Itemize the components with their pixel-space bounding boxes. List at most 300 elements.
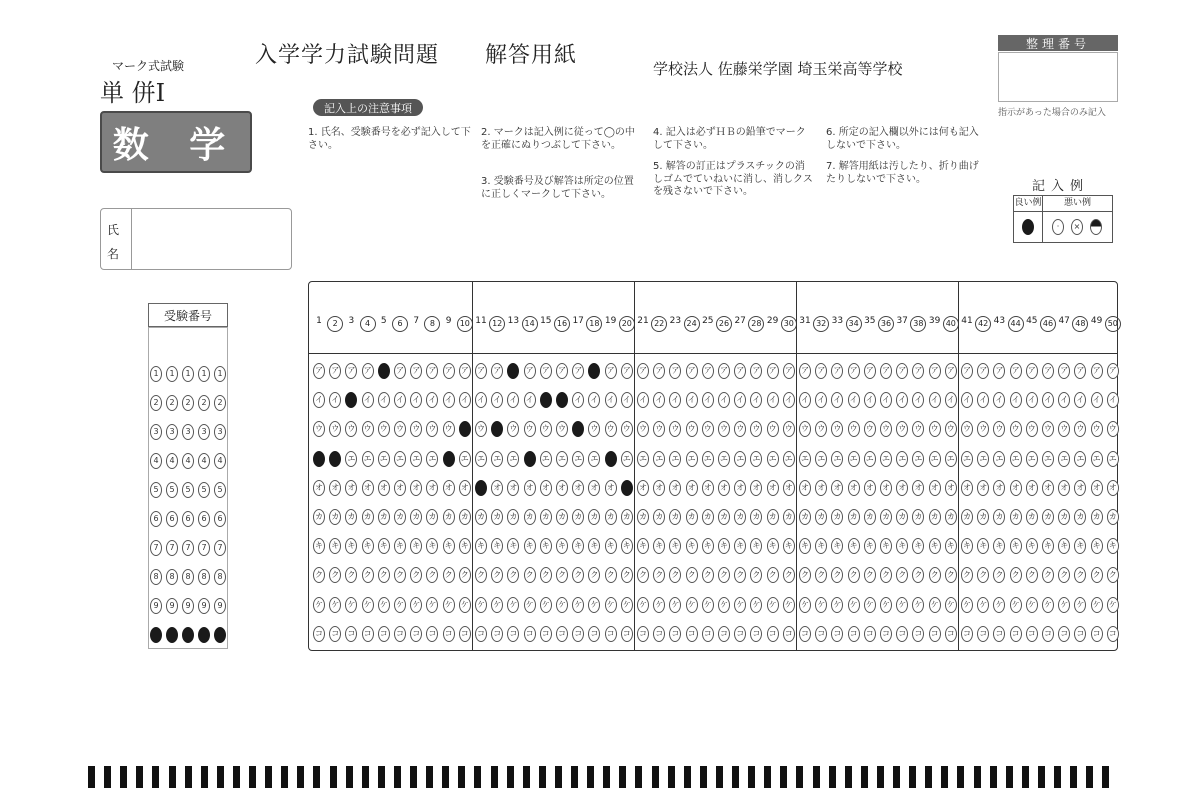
- answer-bubble[interactable]: ケ: [799, 597, 811, 613]
- answer-bubble[interactable]: ウ: [524, 421, 536, 437]
- exam-number-bubble[interactable]: 3: [182, 424, 194, 440]
- answer-bubble[interactable]: イ: [621, 392, 633, 408]
- answer-bubble[interactable]: ア: [718, 363, 730, 379]
- answer-bubble[interactable]: ウ: [540, 421, 552, 437]
- answer-bubble[interactable]: イ: [475, 392, 487, 408]
- answer-bubble[interactable]: ク: [718, 567, 730, 583]
- exam-number-bubble[interactable]: 2: [166, 395, 178, 411]
- answer-bubble[interactable]: ウ: [1042, 421, 1054, 437]
- exam-number-bubble[interactable]: 8: [198, 569, 210, 585]
- answer-bubble[interactable]: エ: [864, 451, 876, 467]
- exam-number-bubble[interactable]: 9: [182, 598, 194, 614]
- answer-bubble[interactable]: ア: [799, 363, 811, 379]
- answer-bubble[interactable]: イ: [864, 392, 876, 408]
- answer-bubble[interactable]: コ: [1010, 626, 1022, 642]
- answer-bubble[interactable]: ア: [605, 363, 617, 379]
- answer-bubble[interactable]: コ: [977, 626, 989, 642]
- answer-bubble[interactable]: エ: [556, 451, 568, 467]
- answer-bubble[interactable]: エ: [1107, 451, 1119, 467]
- answer-bubble[interactable]: イ: [1091, 392, 1103, 408]
- exam-number-bubble[interactable]: 9: [150, 598, 162, 614]
- answer-bubble[interactable]: キ: [945, 538, 957, 554]
- answer-bubble[interactable]: キ: [588, 538, 600, 554]
- answer-bubble[interactable]: ウ: [507, 421, 519, 437]
- exam-number-bubble[interactable]: 6: [150, 511, 162, 527]
- answer-bubble[interactable]: ク: [426, 567, 438, 583]
- answer-bubble[interactable]: ア: [912, 363, 924, 379]
- answer-bubble[interactable]: イ: [815, 392, 827, 408]
- answer-bubble[interactable]: カ: [783, 509, 795, 525]
- answer-bubble[interactable]: イ: [1010, 392, 1022, 408]
- answer-bubble[interactable]: カ: [815, 509, 827, 525]
- answer-bubble[interactable]: オ: [459, 480, 471, 496]
- answer-bubble[interactable]: オ: [378, 480, 390, 496]
- exam-number-bubble[interactable]: [150, 627, 162, 643]
- answer-bubble[interactable]: ク: [831, 567, 843, 583]
- answer-bubble[interactable]: ウ: [1058, 421, 1070, 437]
- answer-bubble[interactable]: ウ: [702, 421, 714, 437]
- answer-bubble[interactable]: カ: [977, 509, 989, 525]
- answer-bubble[interactable]: コ: [362, 626, 374, 642]
- answer-bubble[interactable]: オ: [1042, 480, 1054, 496]
- answer-bubble[interactable]: コ: [1107, 626, 1119, 642]
- answer-bubble[interactable]: エ: [831, 451, 843, 467]
- answer-bubble[interactable]: イ: [426, 392, 438, 408]
- answer-bubble[interactable]: カ: [459, 509, 471, 525]
- answer-bubble[interactable]: カ: [718, 509, 730, 525]
- answer-bubble[interactable]: キ: [653, 538, 665, 554]
- answer-bubble[interactable]: ウ: [313, 421, 325, 437]
- answer-bubble[interactable]: コ: [572, 626, 584, 642]
- answer-bubble[interactable]: キ: [329, 538, 341, 554]
- answer-bubble[interactable]: ア: [848, 363, 860, 379]
- answer-bubble[interactable]: ケ: [734, 597, 746, 613]
- answer-bubble[interactable]: オ: [669, 480, 681, 496]
- answer-bubble[interactable]: エ: [410, 451, 422, 467]
- answer-bubble[interactable]: ケ: [912, 597, 924, 613]
- answer-bubble[interactable]: カ: [799, 509, 811, 525]
- answer-bubble[interactable]: キ: [767, 538, 779, 554]
- answer-bubble[interactable]: ア: [443, 363, 455, 379]
- answer-bubble[interactable]: キ: [977, 538, 989, 554]
- answer-bubble[interactable]: ク: [556, 567, 568, 583]
- answer-bubble[interactable]: コ: [1058, 626, 1070, 642]
- exam-number-bubble[interactable]: 5: [150, 482, 162, 498]
- exam-number-bubble[interactable]: 7: [166, 540, 178, 556]
- answer-bubble[interactable]: コ: [443, 626, 455, 642]
- answer-bubble[interactable]: ケ: [362, 597, 374, 613]
- exam-number-bubble[interactable]: 3: [198, 424, 210, 440]
- answer-bubble[interactable]: エ: [588, 451, 600, 467]
- answer-bubble[interactable]: キ: [1091, 538, 1103, 554]
- answer-bubble[interactable]: ア: [1058, 363, 1070, 379]
- answer-bubble[interactable]: エ: [1058, 451, 1070, 467]
- answer-bubble[interactable]: ア: [313, 363, 325, 379]
- exam-number-bubble[interactable]: 7: [150, 540, 162, 556]
- answer-bubble[interactable]: キ: [426, 538, 438, 554]
- answer-bubble[interactable]: オ: [540, 480, 552, 496]
- answer-bubble[interactable]: エ: [896, 451, 908, 467]
- answer-bubble[interactable]: カ: [702, 509, 714, 525]
- answer-bubble[interactable]: オ: [1010, 480, 1022, 496]
- exam-number-bubble[interactable]: 2: [182, 395, 194, 411]
- answer-bubble[interactable]: カ: [653, 509, 665, 525]
- answer-bubble[interactable]: エ: [993, 451, 1005, 467]
- exam-number-bubble[interactable]: 8: [182, 569, 194, 585]
- answer-bubble[interactable]: ケ: [848, 597, 860, 613]
- answer-bubble[interactable]: ウ: [783, 421, 795, 437]
- answer-bubble[interactable]: ウ: [767, 421, 779, 437]
- answer-bubble[interactable]: エ: [378, 451, 390, 467]
- answer-bubble[interactable]: キ: [783, 538, 795, 554]
- answer-bubble[interactable]: イ: [783, 392, 795, 408]
- exam-number-bubble[interactable]: 1: [214, 366, 226, 382]
- answer-bubble[interactable]: イ: [637, 392, 649, 408]
- answer-bubble[interactable]: ウ: [1107, 421, 1119, 437]
- answer-bubble[interactable]: イ: [605, 392, 617, 408]
- exam-number-bubble[interactable]: 8: [166, 569, 178, 585]
- answer-bubble[interactable]: コ: [507, 626, 519, 642]
- exam-number-bubble[interactable]: 9: [214, 598, 226, 614]
- answer-bubble[interactable]: キ: [961, 538, 973, 554]
- answer-bubble[interactable]: キ: [378, 538, 390, 554]
- answer-bubble[interactable]: ケ: [378, 597, 390, 613]
- answer-bubble[interactable]: オ: [443, 480, 455, 496]
- answer-bubble[interactable]: ク: [912, 567, 924, 583]
- exam-number-bubble[interactable]: [182, 627, 194, 643]
- exam-number-bubble[interactable]: [198, 627, 210, 643]
- answer-bubble[interactable]: ク: [929, 567, 941, 583]
- answer-bubble[interactable]: ウ: [669, 421, 681, 437]
- answer-bubble[interactable]: カ: [945, 509, 957, 525]
- answer-bubble[interactable]: キ: [831, 538, 843, 554]
- exam-number-bubble[interactable]: 5: [182, 482, 194, 498]
- answer-bubble[interactable]: オ: [896, 480, 908, 496]
- answer-bubble[interactable]: ク: [1042, 567, 1054, 583]
- answer-bubble[interactable]: コ: [831, 626, 843, 642]
- answer-bubble[interactable]: カ: [524, 509, 536, 525]
- answer-bubble[interactable]: エ: [475, 451, 487, 467]
- answer-bubble[interactable]: コ: [588, 626, 600, 642]
- answer-bubble[interactable]: イ: [718, 392, 730, 408]
- answer-bubble[interactable]: ケ: [815, 597, 827, 613]
- answer-bubble[interactable]: キ: [799, 538, 811, 554]
- answer-bubble[interactable]: オ: [945, 480, 957, 496]
- answer-bubble[interactable]: イ: [945, 392, 957, 408]
- answer-bubble[interactable]: ア: [993, 363, 1005, 379]
- answer-bubble[interactable]: イ: [410, 392, 422, 408]
- answer-bubble[interactable]: エ: [929, 451, 941, 467]
- answer-bubble[interactable]: オ: [1058, 480, 1070, 496]
- answer-bubble[interactable]: オ: [912, 480, 924, 496]
- answer-bubble[interactable]: コ: [718, 626, 730, 642]
- answer-bubble[interactable]: コ: [945, 626, 957, 642]
- answer-bubble[interactable]: カ: [686, 509, 698, 525]
- answer-bubble[interactable]: ウ: [848, 421, 860, 437]
- answer-bubble[interactable]: ク: [459, 567, 471, 583]
- answer-bubble[interactable]: ク: [524, 567, 536, 583]
- answer-bubble[interactable]: オ: [929, 480, 941, 496]
- answer-bubble[interactable]: エ: [718, 451, 730, 467]
- answer-bubble[interactable]: ク: [945, 567, 957, 583]
- answer-bubble[interactable]: キ: [848, 538, 860, 554]
- answer-bubble[interactable]: ア: [669, 363, 681, 379]
- exam-number-bubble[interactable]: 4: [214, 453, 226, 469]
- answer-bubble[interactable]: ク: [848, 567, 860, 583]
- exam-number-bubble[interactable]: 8: [150, 569, 162, 585]
- answer-bubble[interactable]: コ: [426, 626, 438, 642]
- answer-bubble[interactable]: コ: [378, 626, 390, 642]
- answer-bubble[interactable]: ア: [524, 363, 536, 379]
- answer-bubble[interactable]: イ: [993, 392, 1005, 408]
- answer-bubble[interactable]: コ: [491, 626, 503, 642]
- answer-bubble[interactable]: ケ: [540, 597, 552, 613]
- answer-bubble[interactable]: ケ: [394, 597, 406, 613]
- answer-bubble[interactable]: ク: [475, 567, 487, 583]
- answer-bubble[interactable]: コ: [1042, 626, 1054, 642]
- answer-bubble[interactable]: コ: [896, 626, 908, 642]
- answer-bubble[interactable]: カ: [1074, 509, 1086, 525]
- answer-bubble[interactable]: ケ: [491, 597, 503, 613]
- answer-bubble[interactable]: ア: [540, 363, 552, 379]
- answer-bubble[interactable]: エ: [880, 451, 892, 467]
- answer-bubble[interactable]: ア: [767, 363, 779, 379]
- answer-bubble[interactable]: キ: [491, 538, 503, 554]
- answer-bubble[interactable]: ク: [961, 567, 973, 583]
- answer-bubble[interactable]: イ: [799, 392, 811, 408]
- answer-bubble[interactable]: オ: [410, 480, 422, 496]
- answer-bubble[interactable]: ク: [378, 567, 390, 583]
- answer-bubble[interactable]: ケ: [880, 597, 892, 613]
- answer-bubble[interactable]: ク: [653, 567, 665, 583]
- answer-bubble[interactable]: ケ: [443, 597, 455, 613]
- answer-bubble[interactable]: ケ: [653, 597, 665, 613]
- exam-number-bubble[interactable]: 2: [150, 395, 162, 411]
- answer-bubble[interactable]: ク: [750, 567, 762, 583]
- answer-bubble[interactable]: ウ: [912, 421, 924, 437]
- answer-bubble[interactable]: エ: [653, 451, 665, 467]
- answer-bubble[interactable]: コ: [329, 626, 341, 642]
- answer-bubble[interactable]: ケ: [750, 597, 762, 613]
- exam-number-bubble[interactable]: 9: [198, 598, 210, 614]
- answer-bubble[interactable]: ウ: [1074, 421, 1086, 437]
- answer-bubble[interactable]: キ: [734, 538, 746, 554]
- answer-bubble[interactable]: ウ: [718, 421, 730, 437]
- answer-bubble[interactable]: ア: [1107, 363, 1119, 379]
- admin-number-field[interactable]: [998, 52, 1118, 102]
- answer-bubble[interactable]: ウ: [750, 421, 762, 437]
- exam-number-bubble[interactable]: 6: [214, 511, 226, 527]
- answer-bubble[interactable]: ク: [313, 567, 325, 583]
- answer-bubble[interactable]: カ: [443, 509, 455, 525]
- answer-bubble[interactable]: キ: [669, 538, 681, 554]
- answer-bubble[interactable]: オ: [734, 480, 746, 496]
- answer-bubble[interactable]: ク: [605, 567, 617, 583]
- answer-bubble[interactable]: コ: [653, 626, 665, 642]
- answer-bubble[interactable]: ア: [1091, 363, 1103, 379]
- answer-bubble[interactable]: ク: [507, 567, 519, 583]
- answer-bubble[interactable]: エ: [572, 451, 584, 467]
- answer-bubble[interactable]: ウ: [945, 421, 957, 437]
- answer-bubble[interactable]: イ: [896, 392, 908, 408]
- answer-bubble[interactable]: エ: [961, 451, 973, 467]
- answer-bubble[interactable]: ケ: [329, 597, 341, 613]
- answer-bubble[interactable]: オ: [880, 480, 892, 496]
- answer-bubble[interactable]: ケ: [1010, 597, 1022, 613]
- answer-bubble[interactable]: イ: [588, 392, 600, 408]
- answer-bubble[interactable]: カ: [1026, 509, 1038, 525]
- answer-bubble[interactable]: カ: [767, 509, 779, 525]
- answer-bubble[interactable]: ク: [1058, 567, 1070, 583]
- answer-bubble[interactable]: エ: [848, 451, 860, 467]
- answer-bubble[interactable]: オ: [653, 480, 665, 496]
- answer-bubble[interactable]: イ: [1026, 392, 1038, 408]
- answer-bubble[interactable]: ケ: [961, 597, 973, 613]
- answer-bubble[interactable]: キ: [605, 538, 617, 554]
- exam-number-bubble[interactable]: 8: [214, 569, 226, 585]
- answer-bubble[interactable]: コ: [637, 626, 649, 642]
- answer-bubble[interactable]: コ: [1074, 626, 1086, 642]
- answer-bubble[interactable]: [329, 451, 341, 467]
- exam-number-bubble[interactable]: 4: [150, 453, 162, 469]
- answer-bubble[interactable]: イ: [977, 392, 989, 408]
- answer-bubble[interactable]: イ: [929, 392, 941, 408]
- answer-bubble[interactable]: イ: [686, 392, 698, 408]
- answer-bubble[interactable]: イ: [653, 392, 665, 408]
- answer-bubble[interactable]: [475, 480, 487, 496]
- answer-bubble[interactable]: ク: [783, 567, 795, 583]
- exam-number-bubble[interactable]: 7: [214, 540, 226, 556]
- answer-bubble[interactable]: ケ: [945, 597, 957, 613]
- answer-bubble[interactable]: キ: [572, 538, 584, 554]
- answer-bubble[interactable]: コ: [961, 626, 973, 642]
- answer-bubble[interactable]: コ: [556, 626, 568, 642]
- answer-bubble[interactable]: オ: [831, 480, 843, 496]
- answer-bubble[interactable]: カ: [750, 509, 762, 525]
- answer-bubble[interactable]: エ: [1026, 451, 1038, 467]
- answer-bubble[interactable]: ケ: [977, 597, 989, 613]
- answer-bubble[interactable]: ウ: [362, 421, 374, 437]
- answer-bubble[interactable]: コ: [313, 626, 325, 642]
- answer-bubble[interactable]: カ: [929, 509, 941, 525]
- answer-bubble[interactable]: ク: [410, 567, 422, 583]
- answer-bubble[interactable]: ウ: [1026, 421, 1038, 437]
- answer-bubble[interactable]: コ: [605, 626, 617, 642]
- answer-bubble[interactable]: ア: [1010, 363, 1022, 379]
- answer-bubble[interactable]: コ: [864, 626, 876, 642]
- answer-bubble[interactable]: キ: [880, 538, 892, 554]
- answer-bubble[interactable]: [621, 480, 633, 496]
- exam-number-bubble[interactable]: 1: [182, 366, 194, 382]
- answer-bubble[interactable]: エ: [459, 451, 471, 467]
- answer-bubble[interactable]: コ: [1091, 626, 1103, 642]
- answer-bubble[interactable]: ウ: [734, 421, 746, 437]
- answer-bubble[interactable]: ウ: [443, 421, 455, 437]
- answer-bubble[interactable]: オ: [783, 480, 795, 496]
- answer-bubble[interactable]: キ: [1042, 538, 1054, 554]
- answer-bubble[interactable]: ケ: [588, 597, 600, 613]
- exam-number-bubble[interactable]: 6: [198, 511, 210, 527]
- answer-bubble[interactable]: コ: [394, 626, 406, 642]
- exam-number-bubble[interactable]: 6: [182, 511, 194, 527]
- answer-bubble[interactable]: オ: [815, 480, 827, 496]
- answer-bubble[interactable]: ウ: [815, 421, 827, 437]
- answer-bubble[interactable]: キ: [524, 538, 536, 554]
- answer-bubble[interactable]: [443, 451, 455, 467]
- answer-bubble[interactable]: オ: [491, 480, 503, 496]
- answer-bubble[interactable]: エ: [750, 451, 762, 467]
- answer-bubble[interactable]: キ: [993, 538, 1005, 554]
- answer-bubble[interactable]: ウ: [977, 421, 989, 437]
- answer-bubble[interactable]: エ: [621, 451, 633, 467]
- answer-bubble[interactable]: ケ: [702, 597, 714, 613]
- answer-bubble[interactable]: ア: [831, 363, 843, 379]
- exam-number-bubble[interactable]: 3: [214, 424, 226, 440]
- answer-bubble[interactable]: ア: [362, 363, 374, 379]
- answer-bubble[interactable]: ケ: [459, 597, 471, 613]
- answer-bubble[interactable]: ア: [1042, 363, 1054, 379]
- answer-bubble[interactable]: カ: [621, 509, 633, 525]
- answer-bubble[interactable]: ア: [621, 363, 633, 379]
- answer-bubble[interactable]: ク: [896, 567, 908, 583]
- answer-bubble[interactable]: カ: [362, 509, 374, 525]
- answer-bubble[interactable]: [540, 392, 552, 408]
- answer-bubble[interactable]: ア: [475, 363, 487, 379]
- answer-bubble[interactable]: エ: [945, 451, 957, 467]
- answer-bubble[interactable]: カ: [491, 509, 503, 525]
- answer-bubble[interactable]: キ: [929, 538, 941, 554]
- answer-bubble[interactable]: ア: [815, 363, 827, 379]
- answer-bubble[interactable]: ク: [588, 567, 600, 583]
- answer-bubble[interactable]: カ: [961, 509, 973, 525]
- answer-bubble[interactable]: キ: [313, 538, 325, 554]
- answer-bubble[interactable]: ケ: [993, 597, 1005, 613]
- exam-number-bubble[interactable]: 5: [214, 482, 226, 498]
- answer-bubble[interactable]: カ: [1091, 509, 1103, 525]
- answer-bubble[interactable]: エ: [799, 451, 811, 467]
- answer-bubble[interactable]: オ: [767, 480, 779, 496]
- answer-bubble[interactable]: ウ: [410, 421, 422, 437]
- answer-bubble[interactable]: イ: [1107, 392, 1119, 408]
- answer-bubble[interactable]: ケ: [767, 597, 779, 613]
- answer-bubble[interactable]: ケ: [572, 597, 584, 613]
- answer-bubble[interactable]: ウ: [588, 421, 600, 437]
- answer-bubble[interactable]: オ: [556, 480, 568, 496]
- answer-bubble[interactable]: コ: [783, 626, 795, 642]
- answer-bubble[interactable]: イ: [767, 392, 779, 408]
- answer-bubble[interactable]: カ: [588, 509, 600, 525]
- answer-bubble[interactable]: オ: [588, 480, 600, 496]
- exam-number-bubble[interactable]: 2: [198, 395, 210, 411]
- answer-bubble[interactable]: ウ: [799, 421, 811, 437]
- answer-bubble[interactable]: ク: [540, 567, 552, 583]
- exam-number-bubble[interactable]: 3: [166, 424, 178, 440]
- answer-bubble[interactable]: ウ: [426, 421, 438, 437]
- answer-bubble[interactable]: エ: [977, 451, 989, 467]
- answer-bubble[interactable]: オ: [750, 480, 762, 496]
- answer-bubble[interactable]: ア: [426, 363, 438, 379]
- answer-bubble[interactable]: ウ: [345, 421, 357, 437]
- answer-bubble[interactable]: エ: [702, 451, 714, 467]
- answer-bubble[interactable]: エ: [1010, 451, 1022, 467]
- answer-bubble[interactable]: ウ: [880, 421, 892, 437]
- answer-bubble[interactable]: ク: [362, 567, 374, 583]
- exam-number-bubble[interactable]: 7: [198, 540, 210, 556]
- answer-bubble[interactable]: コ: [686, 626, 698, 642]
- answer-bubble[interactable]: イ: [524, 392, 536, 408]
- answer-bubble[interactable]: ア: [394, 363, 406, 379]
- answer-bubble[interactable]: イ: [1074, 392, 1086, 408]
